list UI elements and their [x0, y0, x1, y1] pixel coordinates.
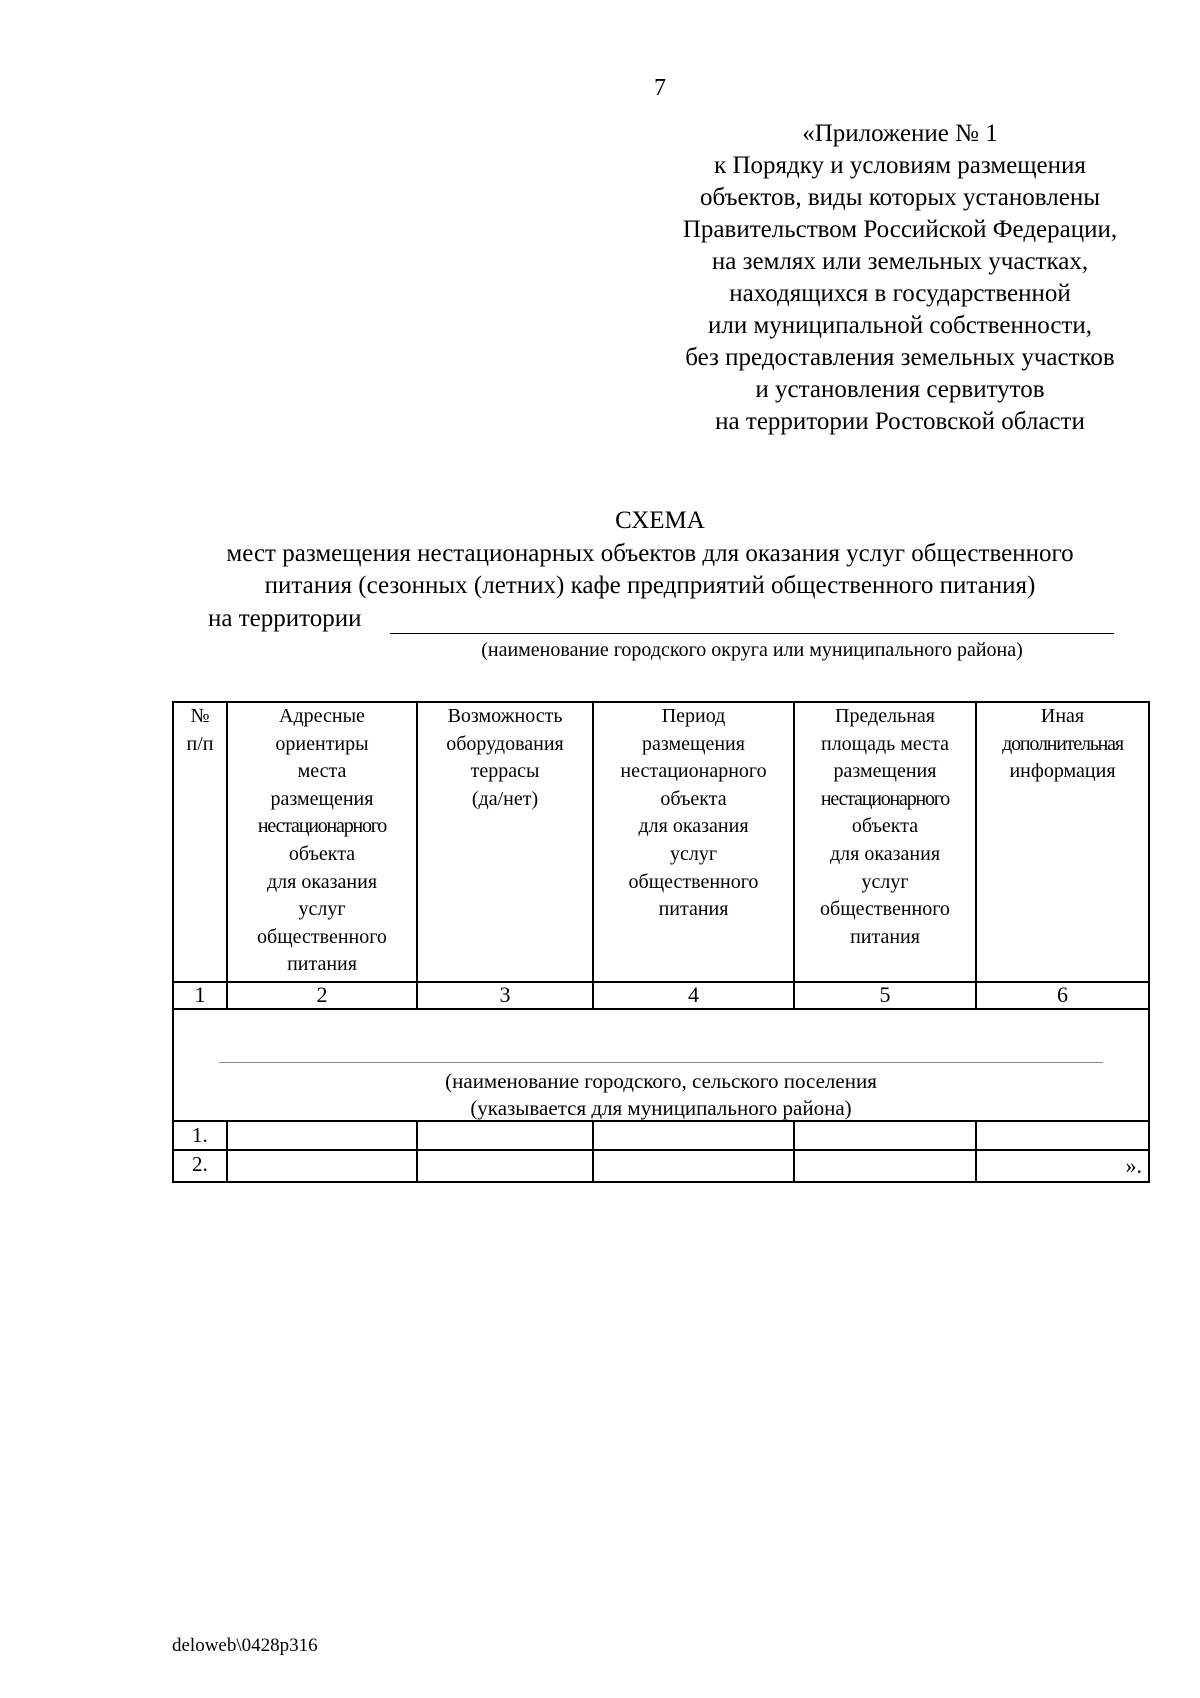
appendix-line: «Приложение № 1: [802, 120, 998, 147]
row-number: 1.: [173, 1121, 227, 1150]
header-line: услуг: [669, 842, 718, 865]
header-cell-other-info: [976, 702, 1149, 982]
header-line: питания: [287, 953, 357, 976]
table-row: [173, 1150, 1149, 1182]
table-header-row: [173, 702, 1149, 982]
header-line: нестационарного: [257, 815, 387, 838]
scheme-subtitle-line: питания (сезонных (летних) кафе предприятий общественного питания): [264, 572, 1036, 599]
header-line: №: [190, 705, 210, 727]
header-line: ориентиры: [275, 732, 369, 755]
table-cell: [227, 1121, 417, 1150]
header-line: для оказания: [829, 842, 941, 865]
appendix-line: объектов, виды которых установлены: [700, 184, 1100, 211]
table-cell: [417, 1121, 593, 1150]
table-cell: [593, 1150, 794, 1182]
header-line: объекта: [288, 842, 356, 865]
header-line: террасы: [470, 760, 540, 783]
header-line: для оказания: [266, 870, 378, 893]
closing-quote: ».: [976, 1150, 1149, 1182]
territory-hint: (наименование городского округа или муниципального района): [481, 639, 1023, 661]
appendix-reference: [600, 118, 1200, 438]
territory-label: на территории: [208, 605, 362, 632]
appendix-line: или муниципальной собственности,: [707, 312, 1093, 339]
settlement-cell: [173, 1009, 1149, 1121]
territory-fill-line: [390, 633, 1114, 634]
table-cell: [794, 1150, 976, 1182]
appendix-line: без предоставления земельных участков: [685, 344, 1115, 371]
row-number: 2.: [173, 1150, 227, 1182]
settlement-fill-line: [219, 1062, 1103, 1063]
appendix-line: на землях или земельных участках,: [711, 248, 1089, 275]
settlement-row: [173, 1009, 1149, 1121]
column-number: 6: [976, 982, 1149, 1009]
header-line: площадь места: [820, 732, 950, 755]
header-line: размещения: [833, 760, 937, 783]
header-cell-area: [794, 702, 976, 982]
table-cell: [794, 1121, 976, 1150]
column-number: 3: [417, 982, 593, 1009]
scheme-table: [172, 701, 1150, 1183]
header-line: размещения: [642, 732, 745, 755]
header-cell-terrace: [417, 702, 593, 982]
header-line: объекта: [660, 787, 727, 810]
header-line: п/п: [186, 732, 214, 755]
table-row: [173, 1121, 1149, 1150]
appendix-line: на территории Ростовской области: [715, 408, 1085, 435]
header-cell-number: [173, 702, 227, 982]
appendix-line: Правительством Российской Федерации,: [682, 216, 1118, 243]
header-cell-address: [227, 702, 417, 982]
scheme-title: СХЕМА: [615, 507, 705, 534]
header-line: дополнительная: [1002, 732, 1123, 755]
header-line: услуг: [861, 870, 909, 893]
table-cell: [976, 1121, 1149, 1150]
header-line: размещения: [270, 787, 374, 810]
column-number: 1: [173, 982, 227, 1009]
table-cell: [227, 1150, 417, 1182]
column-number: 2: [227, 982, 417, 1009]
column-number-row: [173, 982, 1149, 1009]
header-line: Предельная: [835, 705, 935, 727]
header-line: информация: [1009, 760, 1116, 783]
header-line: услуг: [298, 898, 346, 921]
appendix-line: находящихся в государственной: [729, 280, 1071, 307]
header-line: для оказания: [638, 815, 749, 838]
header-line: Адресные: [279, 705, 365, 727]
header-line: питания: [658, 898, 729, 921]
table-cell: [417, 1150, 593, 1182]
footer-document-code: deloweb\0428p316: [172, 1635, 318, 1656]
header-line: общественного: [820, 898, 950, 921]
header-line: (да/нет): [471, 787, 539, 810]
header-line: оборудования: [446, 732, 564, 755]
header-line: Иная: [1040, 705, 1085, 727]
table-cell: [593, 1121, 794, 1150]
header-line: Период: [661, 705, 726, 727]
header-line: объекта: [851, 815, 919, 838]
header-line: нестационарного: [620, 760, 767, 783]
page-number: 7: [654, 75, 666, 101]
header-line: питания: [850, 925, 920, 948]
header-line: общественного: [628, 870, 759, 893]
settlement-hint-line: (указывается для муниципального района): [470, 1096, 852, 1120]
header-line: места: [297, 760, 347, 783]
header-line: Возможность: [447, 705, 563, 727]
appendix-line: к Порядку и условиям размещения: [714, 152, 1086, 179]
scheme-subtitle-line: мест размещения нестационарных объектов для оказания услуг общественного: [226, 540, 1074, 567]
column-number: 4: [593, 982, 794, 1009]
header-cell-period: [593, 702, 794, 982]
header-line: общественного: [257, 925, 387, 948]
appendix-line: и установления сервитутов: [755, 376, 1045, 403]
scheme-subtitle: [150, 538, 1150, 602]
header-line: нестационарного: [820, 787, 950, 810]
settlement-hint-line: (наименование городского, сельского поселения: [445, 1069, 877, 1093]
column-number: 5: [794, 982, 976, 1009]
settlement-hint: [174, 1068, 1148, 1122]
